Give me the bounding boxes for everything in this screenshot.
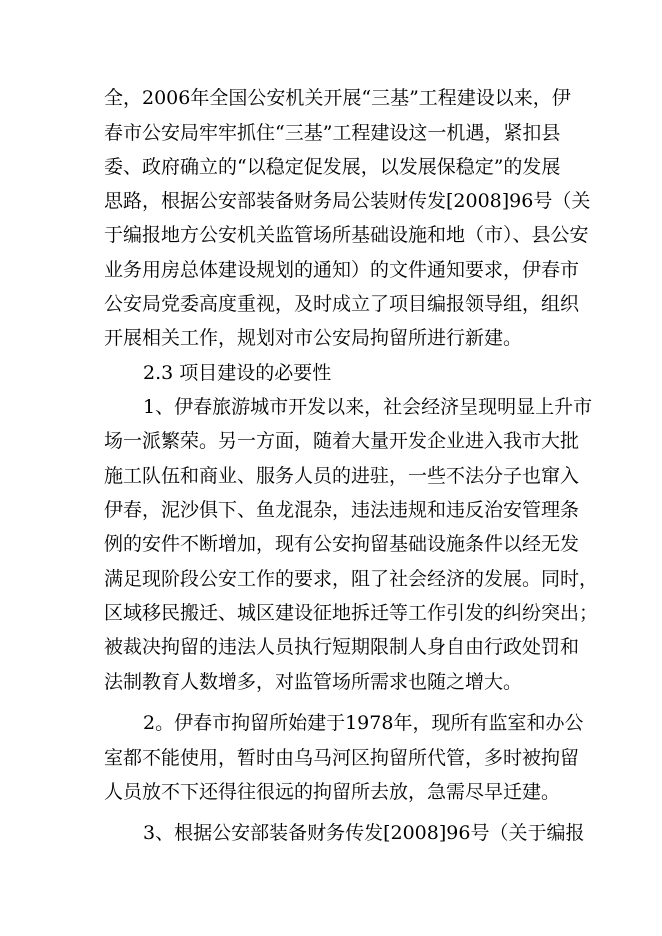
text-line: 3、根据公安部装备财务传发[2008]96号（关于编报 — [143, 822, 585, 844]
text-line: 人员放不下还得往很远的拘留所去放，急需尽早迁建。 — [104, 781, 561, 803]
text-line: 满足现阶段公安工作的要求，阻了社会经济的发展。同时， — [104, 568, 599, 590]
text-line: 委、政府确立的“以稳定促发展，以发展保稳定”的发展 — [104, 156, 561, 178]
text-line: 1、伊春旅游城市开发以来，社会经济呈现明显上升市 — [143, 396, 593, 418]
text-line: 被裁决拘留的违法人员执行短期限制人身自由行政处罚和 — [104, 636, 580, 658]
text-line: 室都不能使用，暂时由乌马河区拘留所代管，多时被拘留 — [104, 747, 580, 769]
text-line: 春市公安局牢牢抓住“三基”工程建设这一机遇，紧扣县 — [104, 122, 561, 144]
text-line: 思路，根据公安部装备财务局公装财传发[2008]96号（关 — [104, 190, 591, 212]
text-line: 于编报地方公安机关监管场所基础设施和地（市）、县公安 — [104, 224, 589, 246]
text-line: 法制教育人数增多，对监管场所需求也随之增大。 — [104, 671, 523, 693]
text-line: 伊春，泥沙俱下、鱼龙混杂，违法违规和违反治安管理条 — [104, 499, 580, 521]
text-line: 场一派繁荣。另一方面，随着大量开发企业进入我市大批 — [104, 430, 580, 452]
text-line: 全，2006年全国公安机关开展“三基”工程建设以来，伊 — [104, 87, 571, 109]
text-line: 业务用房总体建设规划的通知）的文件通知要求，伊春市 — [104, 259, 580, 281]
text-line: 例的安件不断增加，现有公安拘留基础设施条件以经无发 — [104, 533, 580, 555]
text-line: 开展相关工作，规划对市公安局拘留所进行新建。 — [104, 327, 523, 349]
text-line: 区域移民搬迁、城区建设征地拆迁等工作引发的纠纷突出； — [104, 602, 599, 624]
text-line: 2。伊春市拘留所始建于1978年，现所有监室和办公 — [143, 712, 584, 734]
section-heading: 2.3 项目建设的必要性 — [143, 362, 332, 384]
text-line: 施工队伍和商业、服务人员的进驻，一些不法分子也窜入 — [104, 465, 580, 487]
text-line: 公安局党委高度重视，及时成立了项目编报领导组，组织 — [104, 293, 580, 315]
